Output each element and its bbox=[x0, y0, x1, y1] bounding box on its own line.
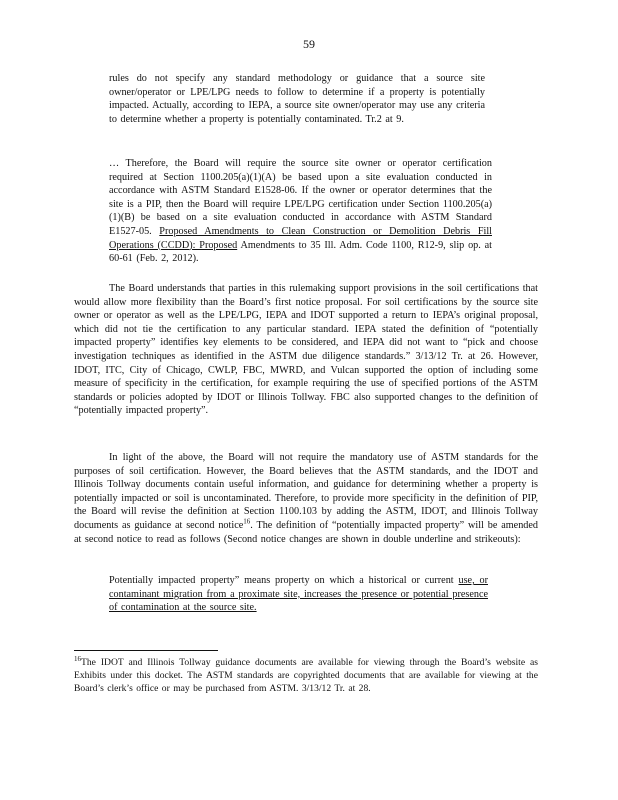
footnote-reference: 16 bbox=[243, 517, 251, 526]
definition-amended-text: use, or contaminant migration from a proximate site, increases the presence or potential presence of contamination at the source site. bbox=[109, 575, 488, 614]
definition-block bbox=[109, 574, 488, 615]
footnote-number: 16 bbox=[74, 654, 81, 663]
footnote bbox=[74, 656, 538, 695]
definition-text: Potentially impacted property” means property on which a historical or current bbox=[109, 575, 459, 586]
page-number: 59 bbox=[303, 37, 315, 51]
footnote-text: The IDOT and Illinois Tollway guidance documents are available for viewing through the Board’s website as Exhibits under this docket. The ASTM standards are copyrighted documents that are available for viewing at the Board’s clerk’s office or may be purchased from ASTM. 3/13/12 Tr. at 28. bbox=[74, 657, 538, 694]
body-paragraph-2-text: In light of the above, the Board will not require the mandatory use of ASTM standards for the purposes of soil certification. However, the Board believes that the ASTM standards, and the IDOT and Illinois Tollway documents contain useful information, and guidance for determining whether a property is potentially impacted or soil is uncontaminated. Therefore, to provide more specificity in the definition of PIP, the Board will revise the definition at Section 1100.103 by adding the ASTM, IDOT, and Illinois Tollway documents as guidance at second notice bbox=[74, 452, 538, 531]
body-paragraph-1: The Board understands that parties in this rulemaking support provisions in the soil certifications that would allow more flexibility than the Board’s first notice proposal. For soil certifications by the source site owner or operator as well as the LPE/LPG, IEPA and IDOT supported a return to IEPA’s original proposal, which did not tie the certification to any particular standard. IEPA stated the definition of “potentially impacted property” identifies key elements to be considered, and IEPA did not want to “pick and choose investigation techniques as identified in the ASTM due diligence standards.” 3/13/12 Tr. at 26. However, IDOT, ITC, City of Chicago, CWLP, FBC, MWRD, and Vulcan supported the option of including some measure of specificity in the certification, for example requiring the use of specified portions of the ASTM standards or policies adopted by IDOT or Illinois Tollway. FBC also supported changes to the definition of “potentially impacted property”. bbox=[74, 283, 538, 417]
body-paragraph-2 bbox=[74, 451, 538, 546]
block-quote-2-citation-tail: Amendments to 35 Ill. Adm. Code 1100, R12-9, slip op. at 60-61 (Feb. 2, 2012). bbox=[109, 239, 493, 265]
footnote-separator bbox=[74, 650, 218, 651]
block-quote-2-text: … Therefore, the Board will require the source site owner or operator certification required at Section 1100.205(a)(1)(A) be based upon a site evaluation conducted in accordance with ASTM Standard E1528-06. If the owner or operator determines that the site is a PIP, then the Board will require LPE/LPG certification under Section 1100.205(a)(1)(B) be based on a site evaluation conducted in accordance with ASTM Standard E1527-05. bbox=[109, 158, 492, 237]
body-paragraph-2-text-end: . The definition of “potentially impacted property” will be amended at second notice to read as follows (Second notice changes are shown in double underline and strikeouts): bbox=[74, 519, 539, 545]
block-quote-1: rules do not specify any standard methodology or guidance that a source site owner/operator or LPE/LPG needs to follow to determine if a property is potentially impacted. Actually, according to IEPA, a source site owner/operator may use any criteria to determine whether a property is potentially contaminated. Tr.2 at 9. bbox=[109, 73, 485, 125]
block-quote-2-underlined-citation: Proposed Amendments to Clean Construction or Demolition Debris Fill Operations (CCDD): Proposed bbox=[109, 225, 492, 251]
block-quote-2 bbox=[109, 157, 492, 266]
